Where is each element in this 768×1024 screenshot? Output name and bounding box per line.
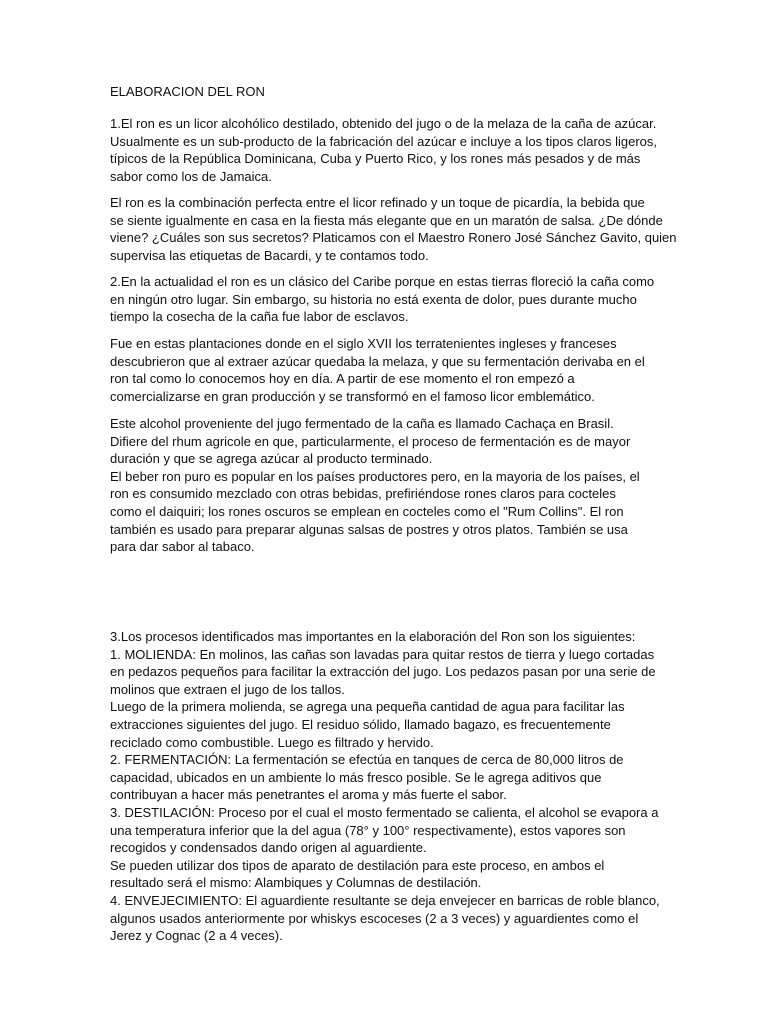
text-line: recogidos y condensados dando origen al aguardiente.: [110, 840, 427, 856]
text-line: reciclado como combustible. Luego es filtrado y hervido.: [110, 734, 434, 750]
text-line: 2.En la actualidad el ron es un clásico del Caribe porque en estas tierras floreció la caña como: [110, 274, 655, 289]
text-line: tiempo la cosecha de la caña fue labor de esclavos.: [110, 309, 409, 325]
text-line: 1.El ron es un licor alcohólico destilado, obtenido del jugo o de la melaza de la caña de azúcar.: [110, 116, 657, 131]
text-line: supervisa las etiquetas de Bacardi, y te contamos todo.: [110, 247, 429, 263]
text-line: Luego de la primera molienda, se agrega una pequeña cantidad de agua para facilitar las: [110, 699, 625, 715]
paragraph-picardia: [110, 194, 677, 264]
text-line: 4. ENVEJECIMIENTO: El aguardiente resultante se deja envejecer en barricas de roble blanco,: [110, 892, 660, 908]
text-line: capacidad, ubicados en un ambiente lo más fresco posible. Se le agrega aditivos que: [110, 769, 602, 785]
text-line: extracciones siguientes del jugo. El residuo sólido, llamado bagazo, es frecuentemente: [110, 716, 611, 732]
text-line: viene? ¿Cuáles son sus secretos? Platicamos con el Maestro Ronero José Sánchez Gavito, quien: [110, 230, 677, 246]
text-line: El beber ron puro es popular en los países productores pero, en la mayoria de los países, el: [110, 468, 640, 484]
text-line: se siente igualmente en casa en la fiesta más elegante que en un maratón de salsa. ¿De dónde: [110, 212, 663, 228]
text-line: Usualmente es un sub-producto de la fabricación del azúcar e incluye a los tipos claros ligeros,: [110, 133, 658, 149]
text-line: para dar sabor al tabaco.: [110, 539, 255, 555]
text-line: Difiere del rhum agricole en que, particularmente, el proceso de fermentación es de mayor: [110, 433, 631, 449]
text-line: Fue en estas plantaciones donde en el siglo XVII los terratenientes ingleses y franceses: [110, 336, 617, 351]
text-line: Jerez y Cognac (2 a 4 veces).: [110, 928, 283, 944]
paragraph-procesos: [110, 628, 666, 945]
text-line: Este alcohol proveniente del jugo fermentado de la caña es llamado Cachaça en Brasil.: [110, 416, 614, 431]
text-line: descubrieron que al extraer azúcar quedaba la melaza, y que su fermentación derivaba en el: [110, 353, 645, 369]
text-line: 3. DESTILACIÓN: Proceso por el cual el mosto fermentado se calienta, el alcohol se evapora a: [110, 804, 659, 820]
text-line: en pedazos pequeños para facilitar la extracción del jugo. Los pedazos pasan por una serie de: [110, 664, 656, 680]
text-line: en ningún otro lugar. Sin embargo, su historia no está exenta de dolor, pues durante mucho: [110, 291, 637, 307]
text-line: como el daiquiri; los rones oscuros se emplean en cocteles como el "Rum Collins". El ron: [110, 503, 624, 519]
text-line: duración y que se agrega azúcar al producto terminado.: [110, 451, 433, 467]
text-line: molinos que extraen el jugo de los tallos.: [110, 681, 345, 697]
text-line: ron tal como lo conocemos hoy en día. A partir de ese momento el ron empezó a: [110, 371, 575, 387]
paragraph-cachaca: [110, 415, 666, 556]
title-text: ELABORACION DEL RON: [110, 84, 265, 99]
text-line: ron es consumido mezclado con otras bebidas, prefiriéndose rones claros para cocteles: [110, 486, 616, 502]
paragraph-plantaciones: [110, 335, 666, 405]
paragraph-caribe: [110, 273, 666, 326]
text-line: típicos de la República Dominicana, Cuba y Puerto Rico, y los rones más pesados y de más: [110, 151, 641, 167]
text-line: 3.Los procesos identificados mas importantes en la elaboración del Ron son los siguientes:: [110, 629, 636, 644]
document-title: [110, 83, 666, 101]
paragraph-intro: [110, 115, 666, 185]
text-line: El ron es la combinación perfecta entre el licor refinado y un toque de picardía, la bebida que: [110, 195, 645, 210]
text-line: contribuyan a hacer más penetrantes el aroma y más fuerte el sabor.: [110, 787, 507, 803]
text-line: resultado será el mismo: Alambiques y Columnas de destilación.: [110, 875, 482, 891]
text-line: sabor como los de Jamaica.: [110, 168, 272, 184]
text-line: también es usado para preparar algunas salsas de postres y otros platos. También se usa: [110, 521, 628, 537]
text-line: Se pueden utilizar dos tipos de aparato de destilación para este proceso, en ambos el: [110, 857, 605, 873]
text-line: 1. MOLIENDA: En molinos, las cañas son lavadas para quitar restos de tierra y luego cortadas: [110, 646, 655, 662]
text-line: 2. FERMENTACIÓN: La fermentación se efectúa en tanques de cerca de 80,000 litros de: [110, 752, 624, 768]
text-line: algunos usados anteriormente por whiskys escoceses (2 a 3 veces) y aguardientes como el: [110, 910, 639, 926]
text-line: una temperatura inferior que la del agua (78° y 100° respectivamente), estos vapores son: [110, 822, 626, 838]
text-line: comercializarse en gran producción y se transformó en el famoso licor emblemático.: [110, 388, 595, 404]
